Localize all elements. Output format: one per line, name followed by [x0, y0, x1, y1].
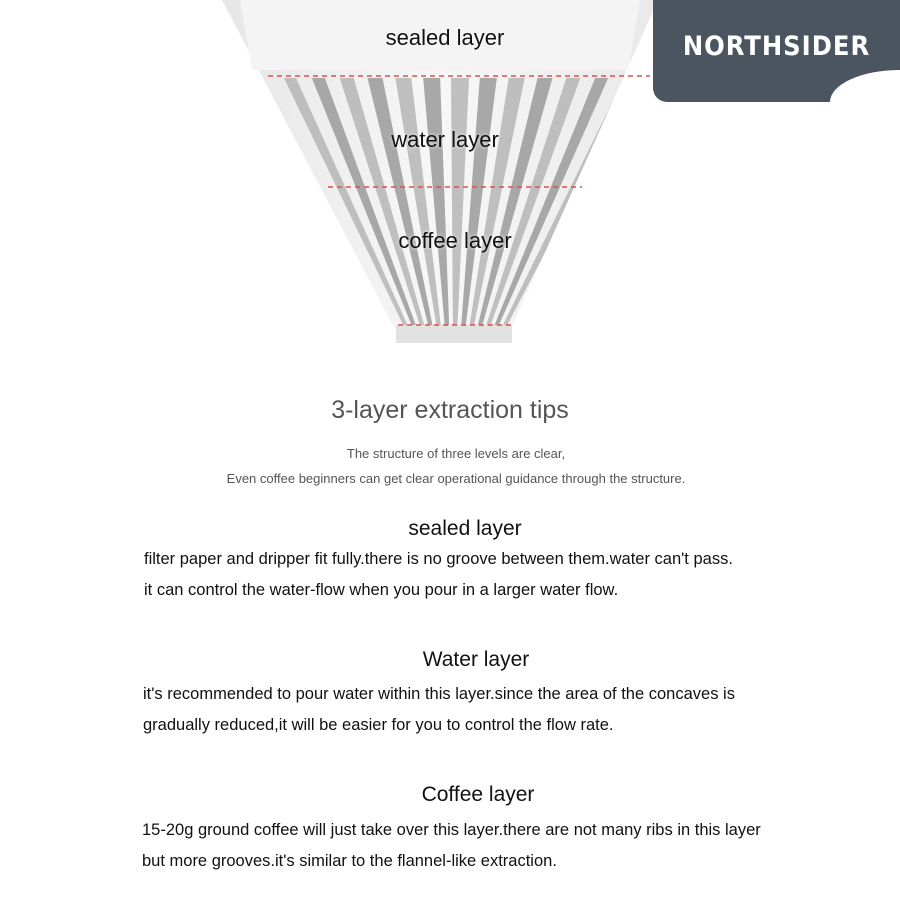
brand-name: NORTHSIDER	[682, 30, 871, 62]
water-layer-label: water layer	[391, 127, 499, 152]
coffee-layer-text: but more grooves.it's similar to the flannel-like extraction.	[142, 852, 557, 870]
coffee-layer-text: 15-20g ground coffee will just take over this layer.there are not many ribs in this layer	[142, 821, 761, 839]
sealed-layer-text: filter paper and dripper fit fully.there is no groove between them.water can't pass.	[144, 550, 733, 568]
water-layer-text: it's recommended to pour water within this layer.since the area of the concaves is	[143, 685, 735, 703]
tips-subtitle-line: The structure of three levels are clear,	[346, 446, 566, 461]
brand-logo	[653, 0, 900, 102]
water-layer-heading: Water layer	[422, 648, 530, 671]
coffee-layer-heading: Coffee layer	[421, 783, 535, 806]
tips-subtitle-line: Even coffee beginners can get clear operational guidance through the structure.	[226, 471, 686, 486]
tips-title: 3-layer extraction tips	[331, 396, 569, 424]
water-layer-text: gradually reduced,it will be easier for you to control the flow rate.	[143, 716, 614, 734]
coffee-layer-label: coffee layer	[398, 228, 512, 253]
sealed-layer-heading: sealed layer	[408, 517, 522, 540]
sealed-layer-label: sealed layer	[385, 25, 505, 50]
dripper-cone	[222, 0, 658, 343]
sealed-layer-text: it can control the water-flow when you pour in a larger water flow.	[144, 581, 619, 599]
